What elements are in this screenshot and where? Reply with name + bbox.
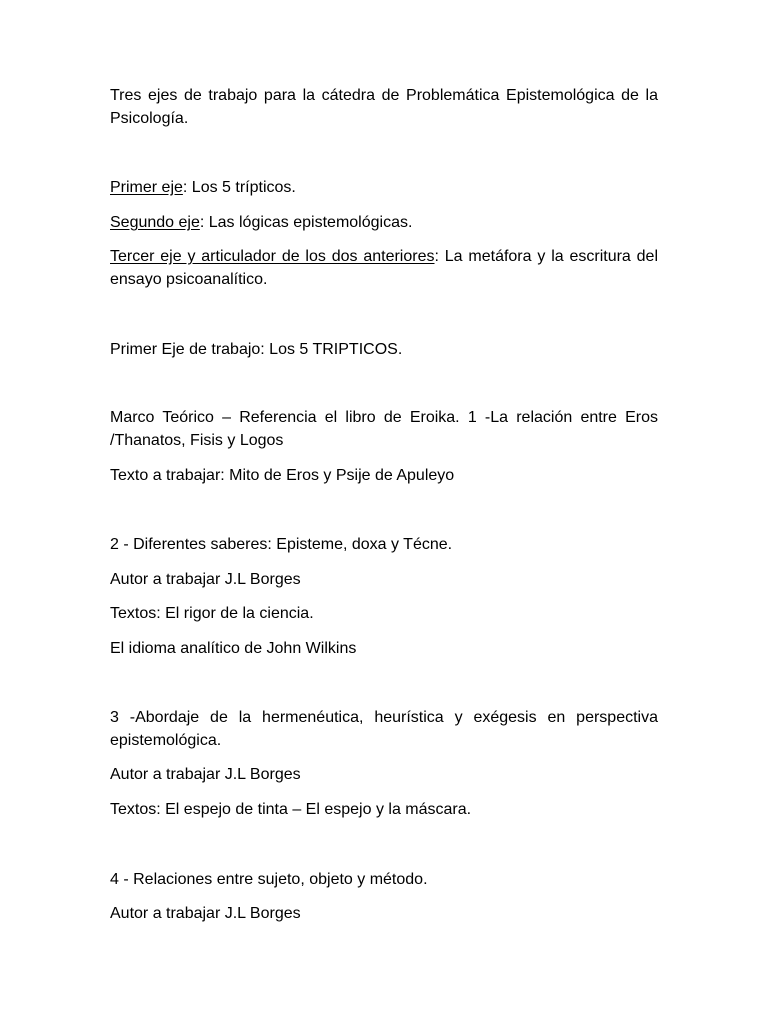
- texto-trabajar: Texto a trabajar: Mito de Eros y Psije de Apuleyo: [110, 467, 455, 484]
- item-2-heading: 2 - Diferentes saberes: Episteme, doxa y Técne.: [110, 536, 453, 553]
- axis-first: [110, 176, 658, 199]
- axis-third-label: Tercer eje y articulador de los dos anteriores: [110, 248, 435, 265]
- axis-first-text: : Los 5 trípticos.: [182, 179, 296, 196]
- axis-first-label: Primer eje: [110, 179, 183, 196]
- axis-second-text: : Las lógicas epistemológicas.: [199, 214, 413, 231]
- item-3-textos: Textos: El espejo de tinta – El espejo y la máscara.: [110, 801, 472, 818]
- item-3-heading: 3 -Abordaje de la hermenéutica, heurística y exégesis en perspectiva epistemológica.: [110, 709, 658, 749]
- document-page: [110, 0, 658, 1024]
- axis-second: [110, 211, 658, 234]
- item-4-autor: Autor a trabajar J.L Borges: [110, 905, 301, 922]
- document-title: Tres ejes de trabajo para la cátedra de Problemática Epistemológica de la Psicología.: [110, 87, 658, 127]
- marco-teorico: Marco Teórico – Referencia el libro de Eroika. 1 -La relación entre Eros /Thanatos, Fisis y Logos: [110, 409, 658, 449]
- axis-second-label: Segundo eje: [110, 214, 200, 231]
- axis-third-text: : La metáfora y la escritura del ensayo psicoanalítico.: [110, 248, 658, 288]
- item-2-textos: Textos: El rigor de la ciencia.: [110, 605, 314, 622]
- item-3-autor: Autor a trabajar J.L Borges: [110, 766, 301, 783]
- item-4-heading: 4 - Relaciones entre sujeto, objeto y método.: [110, 871, 428, 888]
- item-2-autor: Autor a trabajar J.L Borges: [110, 571, 301, 588]
- first-axis-heading: Primer Eje de trabajo: Los 5 TRIPTICOS.: [110, 341, 403, 358]
- axis-third: [110, 245, 658, 291]
- item-2-textos-2: El idioma analítico de John Wilkins: [110, 640, 357, 657]
